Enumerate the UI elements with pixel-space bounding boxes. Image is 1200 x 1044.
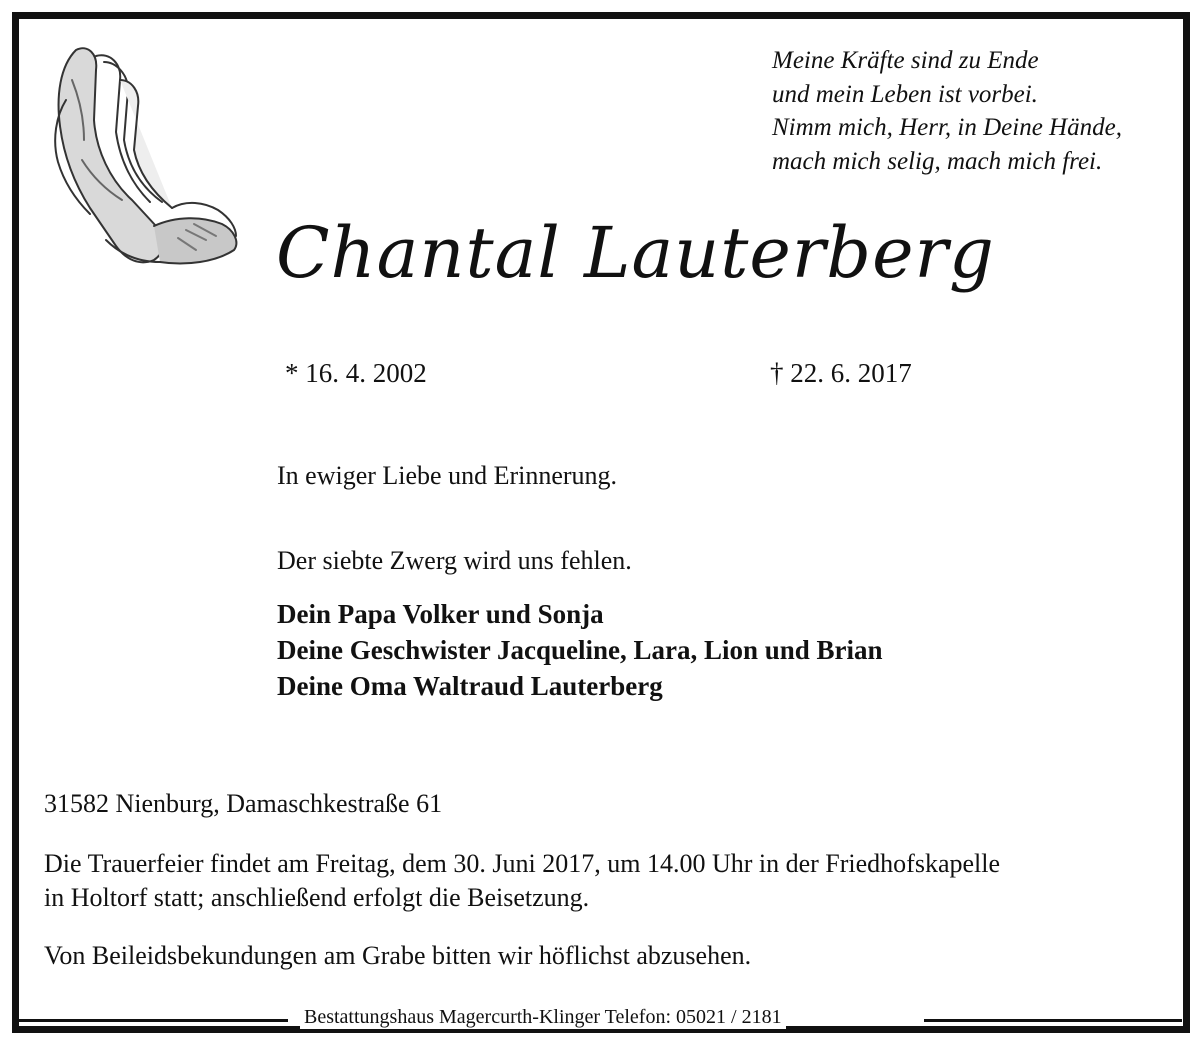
funeral-line: Die Trauerfeier findet am Freitag, dem 30. Juni 2017, um 14.00 Uhr in der Friedhofskapelle [44,849,1001,878]
poem-line: und mein Leben ist vorbei. [772,80,1038,108]
poem-line: Meine Kräfte sind zu Ende [772,47,1039,74]
footer-divider [18,1019,288,1022]
poem-line: mach mich selig, mach mich frei. [772,147,1103,175]
poem-line: Nimm mich, Herr, in Deine Hände, [772,114,1122,141]
birth-date: * 16. 4. 2002 [285,358,427,388]
footer [12,1006,1190,1032]
praying-hands-icon [36,40,246,270]
family-member: Dein Papa Volker und Sonja [277,599,604,629]
funeral-home-contact: Bestattungshaus Magercurth-Klinger Telefon: 05021 / 2181 [300,1006,786,1029]
poem-verse [772,44,1122,178]
death-date: † 22. 6. 2017 [770,358,912,388]
address: 31582 Nienburg, Damaschkestraße 61 [44,789,443,818]
family-member: Deine Oma Waltraud Lauterberg [277,671,663,701]
footer-divider [924,1019,1182,1022]
dwarf-text: Der siebte Zwerg wird uns fehlen. [277,546,632,575]
family-member: Deine Geschwister Jacqueline, Lara, Lion und Brian [277,635,883,665]
remembrance-text: In ewiger Liebe und Erinnerung. [277,461,618,490]
deceased-name: Chantal Lauterberg [276,212,995,294]
funeral-info [44,847,1000,915]
funeral-line: in Holtorf statt; anschließend erfolgt die Beisetzung. [44,883,590,912]
family-list [277,596,883,704]
condolence-note: Von Beileidsbekundungen am Grabe bitten wir höflichst abzusehen. [44,941,752,970]
